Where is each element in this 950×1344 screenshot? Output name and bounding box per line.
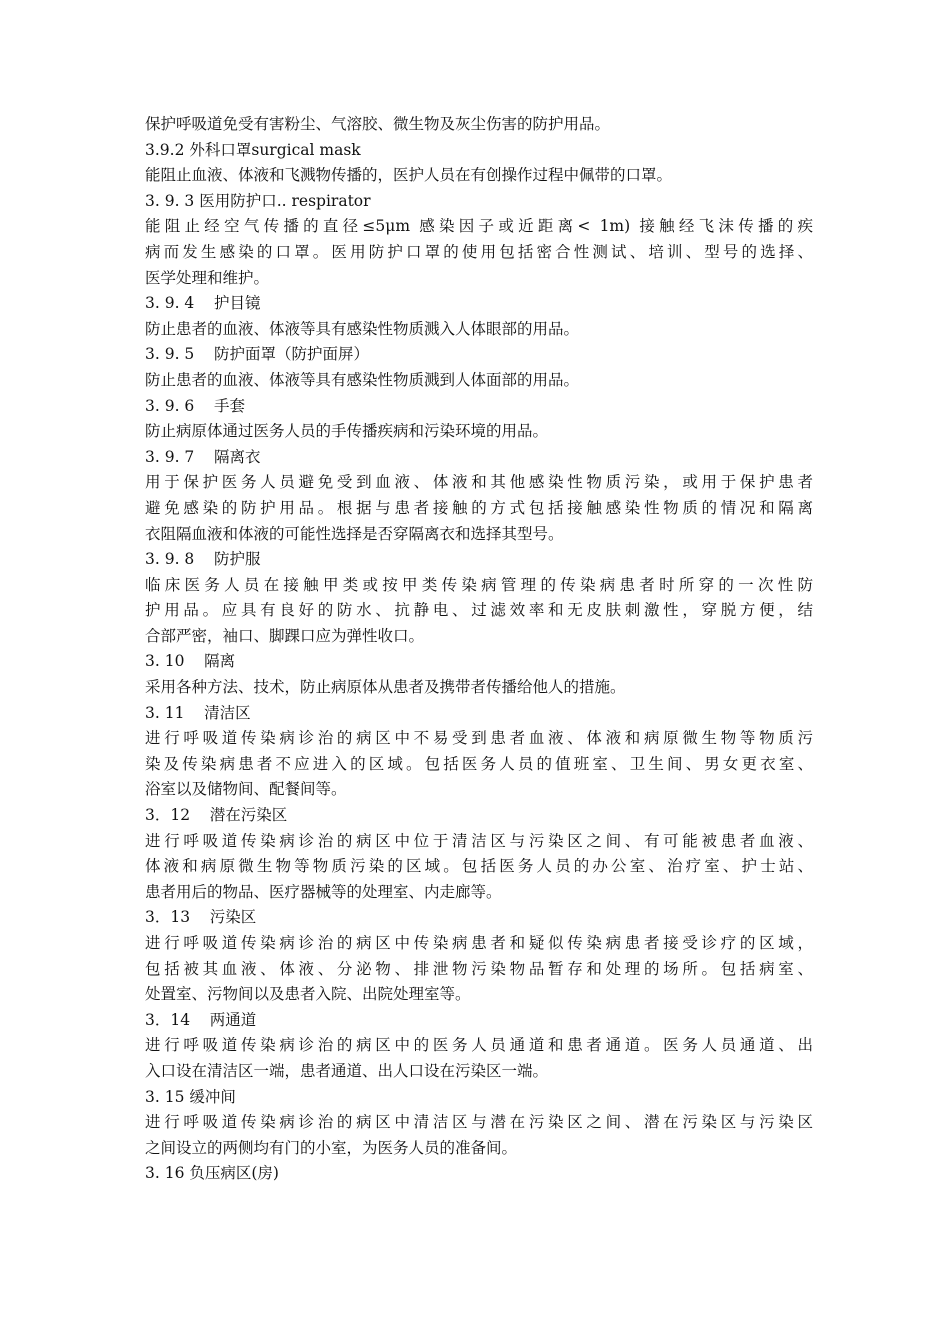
body-text-line: 防止患者的血液、体液等具有感染性物质溅入人体眼部的用品。 (145, 319, 580, 338)
section-heading-3-15: 3. 15 缓冲间 (145, 1087, 236, 1106)
section-heading-3-9-7: 3. 9. 7 隔离衣 (145, 447, 261, 466)
body-text-line: 病而发生感染的口罩。医用防护口罩的使用包括密合性测试、培训、型号的选择、 (145, 242, 813, 261)
body-text-line: 进行呼吸道传染病诊治的病区中不易受到患者血液、体液和病原微生物等物质污 (145, 729, 813, 748)
body-text-line: 包括被其血液、体液、分泌物、排泄物污染物品暂存和处理的场所。包括病室、 (145, 959, 813, 978)
body-text-line: 临床医务人员在接触甲类或按甲类传染病管理的传染病患者时所穿的一次性防 (145, 575, 813, 594)
section-heading-3-12: 3．12 潜在污染区 (145, 806, 288, 825)
body-text-line: 衣阻隔血液和体液的可能性选择是否穿隔离衣和选择其型号。 (145, 524, 564, 543)
body-text-line: 进行呼吸道传染病诊治的病区中的医务人员通道和患者通道。医务人员通道、出 (145, 1036, 813, 1055)
body-text-line: 进行呼吸道传染病诊治的病区中清洁区与潜在污染区之间、潜在污染区与污染区 (145, 1113, 813, 1132)
section-heading-3-9-6: 3. 9. 6 手套 (145, 396, 246, 415)
body-text-line: 进行呼吸道传染病诊治的病区中位于清洁区与污染区之间、有可能被患者血液、 (145, 831, 813, 850)
section-heading-3-9-3: 3. 9. 3 医用防护口.. respirator (145, 191, 371, 210)
section-heading-3-9-5: 3. 9. 5 防护面罩（防护面屏） (145, 345, 370, 364)
body-text-line: 处置室、污物间以及患者入院、出院处理室等。 (145, 985, 471, 1004)
body-text-line: 能阻止血液、体液和飞溅物传播的，医护人员在有创操作过程中佩带的口罩。 (145, 166, 673, 185)
body-text-line: 医学处理和维护。 (145, 268, 270, 287)
body-text-line: 避免感染的防护用品。根据与患者接触的方式包括接触感染性物质的情况和隔离 (145, 498, 813, 517)
body-text-line: 防止病原体通过医务人员的手传播疾病和污染环境的用品。 (145, 422, 549, 441)
body-text-line: 入口设在清洁区一端，患者通道、出人口设在污染区一端。 (145, 1061, 549, 1080)
body-text-line: 护用品。应具有良好的防水、抗静电、过滤效率和无皮肤刺激性，穿脱方便，结 (145, 601, 813, 620)
section-heading-3-13: 3．13 污染区 (145, 908, 257, 927)
body-text-line: 合部严密，袖口、脚踝口应为弹性收口。 (145, 626, 425, 645)
body-text-line: 能阻止经空气传播的直径≤5μm 感染因子或近距离< 1m) 接触经飞沫传播的疾 (145, 217, 813, 236)
section-heading-3-9-4: 3. 9. 4 护目镜 (145, 294, 261, 313)
document-page (145, 112, 813, 1187)
section-heading-3-9-8: 3. 9. 8 防护服 (145, 550, 261, 569)
section-heading-3-10: 3. 10 隔离 (145, 652, 236, 671)
body-text-line: 浴室以及储物间、配餐间等。 (145, 780, 347, 799)
body-text-line: 防止患者的血液、体液等具有感染性物质溅到人体面部的用品。 (145, 370, 580, 389)
body-text-line: 用于保护医务人员避免受到血液、体液和其他感染性物质污染，或用于保护患者 (145, 473, 813, 492)
section-heading-3-14: 3．14 两通道 (145, 1010, 257, 1029)
body-text-line: 之间设立的两侧均有门的小室，为医务人员的准备间。 (145, 1138, 518, 1157)
body-text-line: 保护呼吸道免受有害粉尘、气溶胶、微生物及灰尘伤害的防护用品。 (145, 115, 611, 133)
body-text-line: 患者用后的物品、医疗器械等的处理室、内走廊等。 (145, 882, 502, 901)
body-text-line: 染及传染病患者不应进入的区域。包括医务人员的值班室、卫生间、男女更衣室、 (145, 754, 813, 773)
section-heading-3-9-2: 3.9.2 外科口罩surgical mask (145, 140, 361, 159)
body-text-line: 采用各种方法、技术，防止病原体从患者及携带者传播给他人的措施。 (145, 678, 626, 697)
body-text-line: 进行呼吸道传染病诊治的病区中传染病患者和疑似传染病患者接受诊疗的区域， (145, 934, 813, 952)
section-heading-3-11: 3. 11 清洁区 (145, 703, 251, 722)
section-heading-3-16: 3. 16 负压病区(房) (145, 1164, 279, 1183)
body-text-line: 体液和病原微生物等物质污染的区域。包括医务人员的办公室、治疗室、护士站、 (145, 857, 813, 876)
